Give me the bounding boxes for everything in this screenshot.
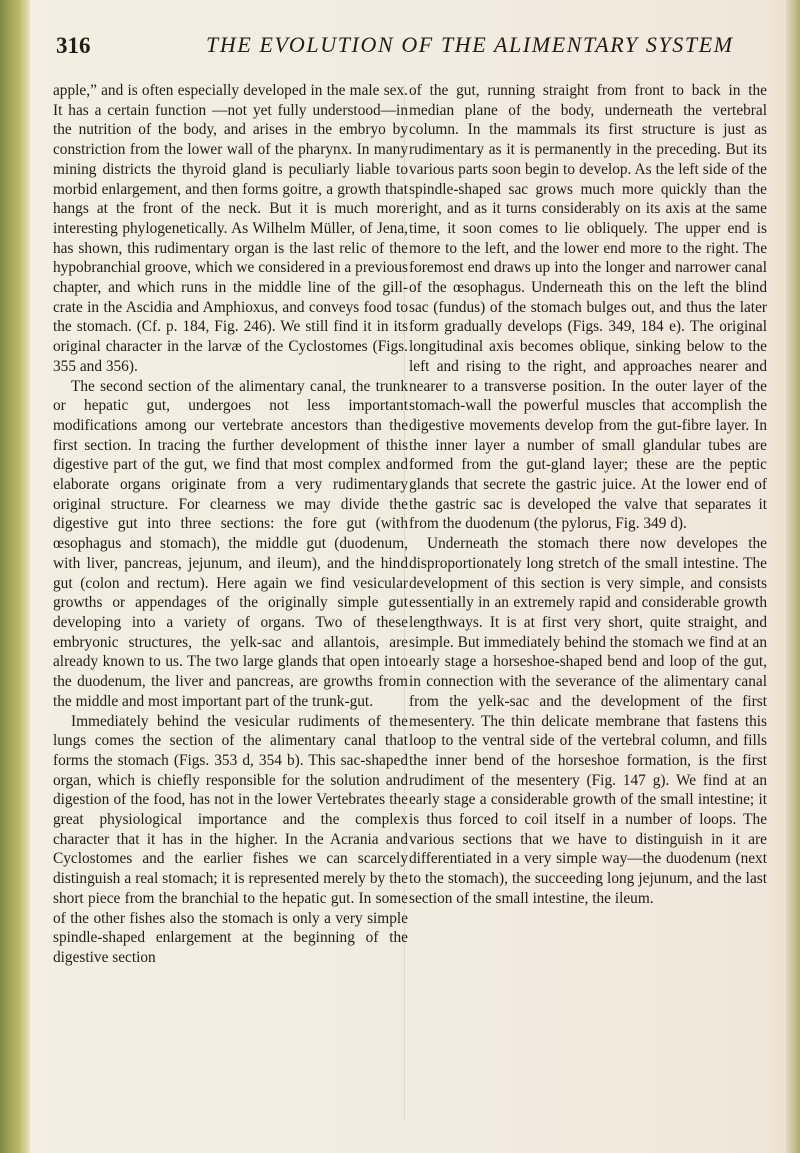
page-edge-shadow (784, 0, 800, 1153)
page-number: 316 (56, 33, 91, 58)
left-paragraph-stomach: Immediately behind the vesicular rudiments of the lungs comes the section of the alimentary canal that forms the stomach (Figs. 353 d, 354 b). This sac-shaped organ, which is chiefly responsible for the solution and digestion of the food, has not in the lower Vertebrates the great physiological importance and the complex character that it has in the higher. In the Acrania and Cyclostomes and the earlier fishes we can scarcely distinguish a real stomach; it is represented merely by the short piece from the branchial to the hepatic gut. In some of the other fishes also the stomach is only a very simple spindle-shaped enlargement at the beginning of the digestive section (53, 712, 408, 966)
page-gutter-shadow (0, 0, 30, 1153)
left-text-column (53, 81, 408, 968)
running-title: THE EVOLUTION OF THE ALIMENTARY SYSTEM (206, 32, 734, 57)
page-header (56, 34, 776, 68)
right-text-column (409, 81, 767, 909)
right-paragraph-small-intestine: Underneath the stomach there now developes the disproportionately long stretch of the small intestine. The development of this section is very simple, and consists essentially in an extremely rapid and considerable growth lengthways. It is at first very short, quite straight, and simple. But immediately behind the stomach we find at an early stage a horseshoe-shaped bend and loop of the gut, in connection with the severance of the alimentary canal from the yelk-sac and the development of the first mesentery. The thin delicate membrane that fastens this loop to the ventral side of the vertebral column, and fills the inner bend of the horseshoe formation, is the first rudiment of the mesentery (Fig. 147 g). We find at an early stage a considerable growth of the small intestine; it is thus forced to coil itself in a number of loops. The various sections that we have to distinguish in it are differentiated in a very simple way—the duodenum (next to the stomach), the succeeding long jejunum, and the last section of the small intestine, the ileum. (409, 535, 767, 907)
right-paragraph-stomach-development: of the gut, running straight from front to back in the median plane of the body, underneath the vertebral column. In the mammals its first structure is just as rudimentary as it is permanently in the preceding. But its various parts soon begin to develop. As the left side of the spindle-shaped sac grows much more quickly than the right, and as it turns considerably on its axis at the same time, it soon comes to lie obliquely. The upper end is more to the left, and the lower end more to the right. The foremost end draws up into the longer and narrower canal of the œsophagus. Underneath this on the left the blind sac (fundus) of the stomach bulges out, and thus the later form gradually develops (Figs. 349, 184 e). The original longitudinal axis becomes oblique, sinking below to the left and rising to the right, and approaches nearer and nearer to a transverse position. In the outer layer of the stomach-wall the powerful muscles that accomplish the digestive movements develop from the gut-fibre layer. In the inner layer a number of small glandular tubes are formed from the gut-gland layer; these are the peptic glands that secrete the gastric juice. At the lower end of the gastric sac is developed the valve that separates it from the duodenum (the pylorus, Fig. 349 d). (409, 82, 767, 533)
left-paragraph-trunk-gut: The second section of the alimentary canal, the trunk or hepatic gut, undergoes not less important modifications among our vertebrate ancestors than the first section. In tracing the further development of this digestive part of the gut, we find that most complex and elaborate organs originate from a very rudimentary original structure. For clearness we may divide the digestive gut into three sections: the fore gut (with œsophagus and stomach), the middle gut (duodenum, with liver, pancreas, jejunum, and ileum), and the hind gut (colon and rectum). Here again we find vesicular growths or appendages of the originally simple gut developing into a variety of organs. Two of these embryonic structures, the yelk-sac and allantois, are already known to us. The two large glands that open into the duodenum, the liver and pancreas, are growths from the middle and most important part of the trunk-gut. (53, 377, 408, 710)
left-paragraph-continuation: apple,” and is often especially developed in the male sex. It has a certain function —not yet fully understood—in the nutrition of the body, and arises in the embryo by constriction from the lower wall of the pharynx. In many mining districts the thyroid gland is peculiarly liable to morbid enlargement, and then forms goitre, a growth that hangs at the front of the neck. But it is much more interesting phylogenetically. As Wilhelm Müller, of Jena, has shown, this rudimentary organ is the last relic of the hypobranchial groove, which we considered in a previous chapter, and which runs in the middle line of the gill-crate in the Ascidia and Amphioxus, and conveys food to the stomach. (Cf. p. 184, Fig. 246). We still find it in its original character in the larvæ of the Cyclostomes (Figs. 355 and 356). (53, 82, 408, 375)
